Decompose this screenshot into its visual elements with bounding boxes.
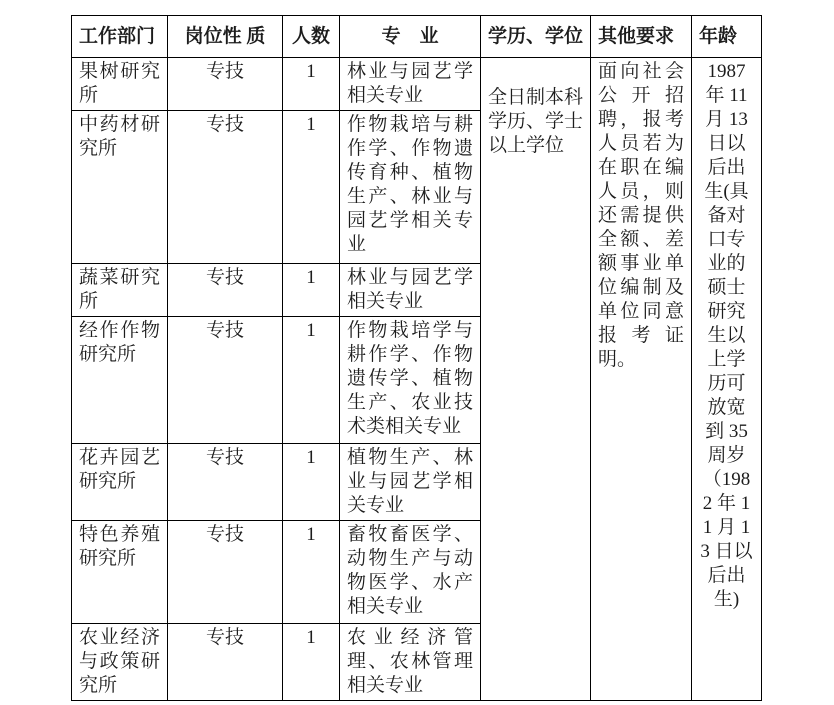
col-header-education: 学历、学位 bbox=[481, 16, 591, 58]
headcount-cell: 1 bbox=[283, 624, 340, 701]
department-cell: 特色养殖研究所 bbox=[72, 521, 168, 624]
position-type-cell: 专技 bbox=[168, 521, 283, 624]
department-cell: 经作作物研究所 bbox=[72, 317, 168, 444]
col-header-other-requirements: 其他要求 bbox=[591, 16, 692, 58]
headcount-cell: 1 bbox=[283, 111, 340, 264]
department-cell: 花卉园艺研究所 bbox=[72, 444, 168, 521]
col-header-age: 年龄 bbox=[692, 16, 762, 58]
department-cell: 中药材研究所 bbox=[72, 111, 168, 264]
headcount-cell: 1 bbox=[283, 317, 340, 444]
position-type-cell: 专技 bbox=[168, 317, 283, 444]
major-cell: 植物生产、林业与园艺学相关专业 bbox=[340, 444, 481, 521]
table-row bbox=[72, 58, 762, 111]
major-cell: 农业经济管理、农林管理相关专业 bbox=[340, 624, 481, 701]
headcount-cell: 1 bbox=[283, 58, 340, 111]
major-cell: 林业与园艺学相关专业 bbox=[340, 264, 481, 317]
headcount-cell: 1 bbox=[283, 444, 340, 521]
department-cell: 蔬菜研究所 bbox=[72, 264, 168, 317]
major-cell: 作物栽培与耕作学、作物遗传育种、植物生产、林业与园艺学相关专业 bbox=[340, 111, 481, 264]
age-merged-cell: 1987 年 11 月 13 日以后出生(具备对口专业的硕士研究生以上学历可放宽到 35 周岁（1982 年 11 月 13 日以后出生) bbox=[692, 58, 762, 701]
position-type-cell: 专技 bbox=[168, 111, 283, 264]
position-type-cell: 专技 bbox=[168, 58, 283, 111]
major-cell: 作物栽培学与耕作学、作物遗传学、植物生产、农业技术类相关专业 bbox=[340, 317, 481, 444]
major-cell: 畜牧畜医学、动物生产与动物医学、水产相关专业 bbox=[340, 521, 481, 624]
recruitment-table bbox=[71, 15, 762, 701]
department-cell: 农业经济与政策研究所 bbox=[72, 624, 168, 701]
education-text: 全日制本科学历、学士以上学位 bbox=[488, 87, 584, 156]
position-type-cell: 专技 bbox=[168, 264, 283, 317]
position-type-cell: 专技 bbox=[168, 444, 283, 521]
education-merged-cell bbox=[481, 58, 591, 701]
other-requirements-merged-cell: 面向社会公开招聘，报考人员若为在职在编人员，则还需提供全额、差额事业单位编制及单位同意报考证明。 bbox=[591, 58, 692, 701]
col-header-position-type: 岗位性 质 bbox=[168, 16, 283, 58]
col-header-headcount: 人数 bbox=[283, 16, 340, 58]
major-cell: 林业与园艺学相关专业 bbox=[340, 58, 481, 111]
header-row bbox=[72, 16, 762, 58]
department-cell: 果树研究所 bbox=[72, 58, 168, 111]
col-header-department: 工作部门 bbox=[72, 16, 168, 58]
headcount-cell: 1 bbox=[283, 521, 340, 624]
headcount-cell: 1 bbox=[283, 264, 340, 317]
position-type-cell: 专技 bbox=[168, 624, 283, 701]
col-header-major: 专 业 bbox=[340, 16, 481, 58]
